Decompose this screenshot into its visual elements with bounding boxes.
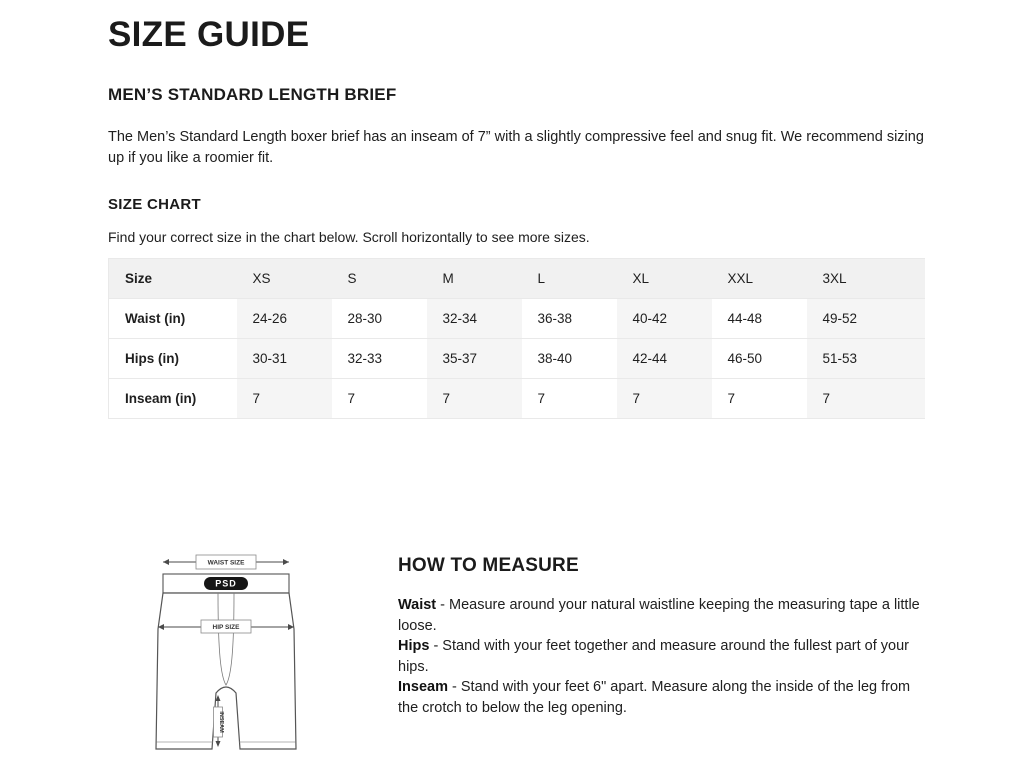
size-cell: 49-52	[807, 299, 902, 339]
header-cell-size: Size	[109, 259, 237, 299]
size-cell: 42-44	[617, 339, 712, 379]
size-table-scroll-region[interactable]	[108, 258, 925, 419]
how-to-measure-heading: HOW TO MEASURE	[398, 555, 579, 576]
size-cell: 30-31	[237, 339, 332, 379]
size-table	[108, 258, 925, 419]
size-cell: 7	[617, 379, 712, 419]
row-label-cell: Inseam (in)	[109, 379, 237, 419]
size-cell: 44-48	[712, 299, 807, 339]
table-row-hips	[109, 339, 926, 379]
header-cell: 3XL	[807, 259, 902, 299]
product-heading: MEN’S STANDARD LENGTH BRIEF	[108, 85, 397, 104]
table-row-waist	[109, 299, 926, 339]
measure-term: Hips	[398, 638, 430, 654]
size-chart-heading: SIZE CHART	[108, 196, 201, 213]
size-guide-page	[0, 15, 1024, 783]
measure-text: - Measure around your natural waistline keeping the measuring tape a little loose.	[398, 597, 920, 634]
size-chart-instructions: Find your correct size in the chart below. Scroll horizontally to see more sizes.	[108, 229, 590, 245]
size-cell: 46-50	[712, 339, 807, 379]
inseam-label: INSEAM	[218, 711, 224, 733]
header-cell: L	[522, 259, 617, 299]
header-cell-partial	[902, 259, 926, 299]
page-title: SIZE GUIDE	[108, 15, 310, 54]
size-cell: 38-40	[522, 339, 617, 379]
size-cell: 35-37	[427, 339, 522, 379]
size-cell: 28-30	[332, 299, 427, 339]
boxer-brief-diagram	[108, 553, 398, 766]
measure-text: - Stand with your feet together and measure around the fullest part of your hips.	[398, 638, 910, 675]
size-cell: 36-38	[522, 299, 617, 339]
size-cell: 40-42	[617, 299, 712, 339]
size-cell: 51-53	[807, 339, 902, 379]
size-cell-partial	[902, 339, 926, 379]
header-cell: XS	[237, 259, 332, 299]
row-label-cell: Hips (in)	[109, 339, 237, 379]
measure-term: Waist	[398, 597, 437, 613]
psd-logo: PSD	[215, 578, 237, 589]
size-cell: 7	[427, 379, 522, 419]
header-cell: M	[427, 259, 522, 299]
header-cell: XXL	[712, 259, 807, 299]
size-cell-partial	[902, 379, 926, 419]
size-cell: 7	[807, 379, 902, 419]
arrow-left-icon	[163, 559, 169, 565]
boxer-brief-illustration	[152, 553, 300, 761]
measure-term: Inseam	[398, 679, 448, 695]
table-header-row	[109, 259, 926, 299]
measure-instruction-inseam	[398, 677, 933, 718]
size-cell: 32-33	[332, 339, 427, 379]
how-to-measure-text	[398, 553, 938, 718]
size-cell: 7	[712, 379, 807, 419]
measure-instruction-waist	[398, 595, 933, 636]
size-cell: 7	[332, 379, 427, 419]
how-to-measure-section	[108, 553, 1024, 766]
measure-text: - Stand with your feet 6" apart. Measure along the inside of the leg from the crotch to below the leg opening.	[398, 679, 911, 716]
arrow-down-icon	[216, 741, 221, 747]
size-cell: 7	[522, 379, 617, 419]
arrow-right-icon	[283, 559, 289, 565]
size-cell-partial	[902, 299, 926, 339]
row-label-cell: Waist (in)	[109, 299, 237, 339]
size-cell: 7	[237, 379, 332, 419]
shorts-outline	[156, 593, 296, 749]
hip-size-label: HIP SIZE	[212, 624, 240, 631]
header-cell: S	[332, 259, 427, 299]
size-cell: 32-34	[427, 299, 522, 339]
product-description: The Men’s Standard Length boxer brief has an inseam of 7” with a slightly compressive feel and snug fit. We recommend sizing up if you like a roomier fit.	[108, 129, 924, 166]
size-cell: 24-26	[237, 299, 332, 339]
measure-instruction-hips	[398, 636, 933, 677]
table-row-inseam	[109, 379, 926, 419]
header-cell: XL	[617, 259, 712, 299]
waist-size-label: WAIST SIZE	[207, 559, 245, 567]
